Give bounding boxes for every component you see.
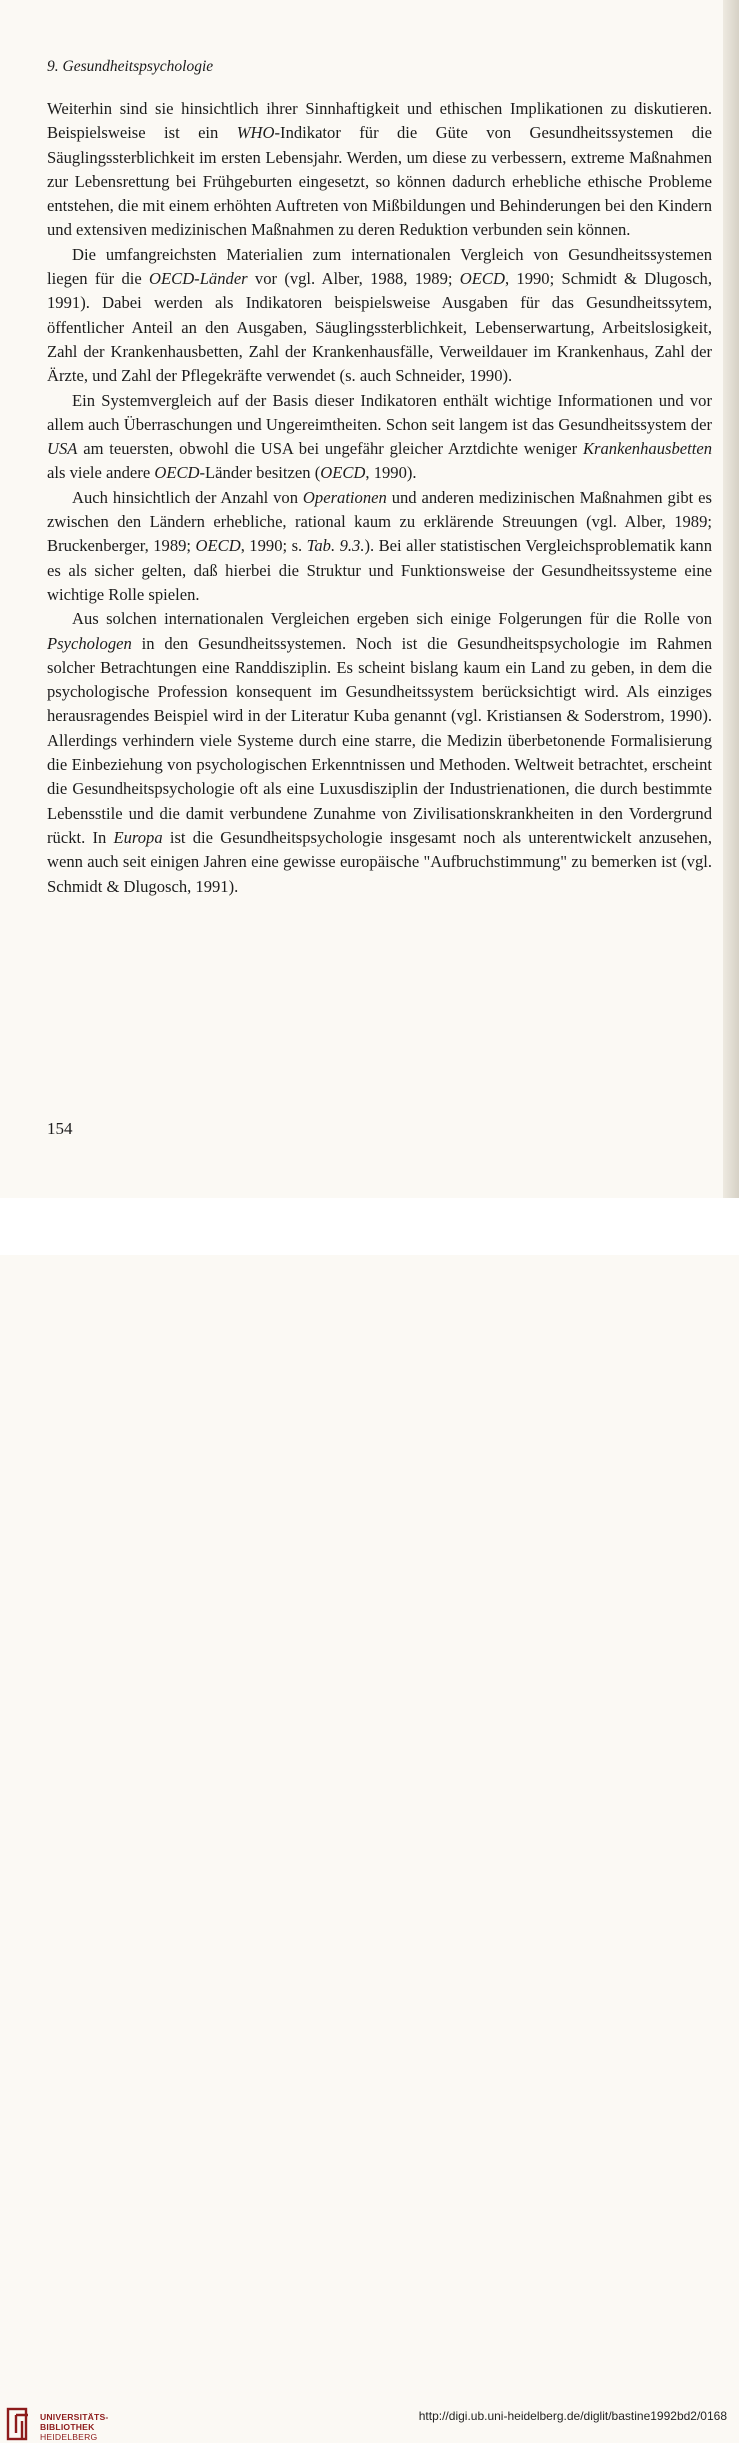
emphasis-term: Europa <box>113 827 163 847</box>
body-text <box>47 97 712 899</box>
paragraph <box>47 97 712 243</box>
text-run: -Indikator für die Güte von Gesundheitssystemen die Säuglingssterblichkeit im ersten Lebensjahr. Werden, um diese zu verbessern, extreme Maßnahmen zur Lebensrettung bei Frühgeburten eingesetzt, so können dadurch erhebliche ethische Probleme entstehen, die mit einem erhöhten Auftreten von Mißbildungen und Behinderungen bei den Kindern und extensiven medizinischen Maßnahmen zu deren Reduktion verbunden sein können. <box>47 123 712 240</box>
text-run: in den Gesundheitssystemen. Noch ist die Gesundheitspsychologie im Rahmen solcher Betrachtungen eine Randdisziplin. Es scheint bislang kaum ein Land zu geben, in dem die psychologische Profession konsequent im Gesundheitssystem berücksichtigt wird. Als einziges herausragendes Beispiel wird in der Literatur Kuba genannt (vgl. Kristiansen & Soderstrom, 1990). Allerdings verhindern viele Systeme durch eine starre, die Medizin überbetonende Formalisierung die Einbeziehung von psychologischen Erkenntnissen und Methoden. Weltweit betrachtet, erscheint die Gesundheitspsychologie oft als eine Luxusdisziplin der Industrienationen, die durch bestimmte Lebensstile und die damit verbundene Zunahme von Zivilisationskrankheiten in den Vordergrund rückt. In <box>47 633 712 847</box>
text-run: und anderen medizinischen Maßnahmen gibt es zwischen den Ländern erhebliche, rational kaum zu erklärende Streuungen (vgl. Alber, 1989; Bruckenberger, 1989; <box>47 487 712 556</box>
emphasis-term: Krankenhausbetten <box>582 439 712 459</box>
permalink-url[interactable]: http://digi.ub.uni-heidelberg.de/diglit/bastine1992bd2/0168 <box>418 2409 727 2423</box>
emphasis-term: OECD <box>320 463 366 483</box>
page-edge-shadow <box>723 0 739 1198</box>
running-header: 9. Gesundheitspsychologie <box>47 58 214 75</box>
institution-line-2: BIBLIOTHEK <box>40 2422 95 2432</box>
page-number: 154 <box>47 1119 73 1138</box>
text-run: , 1990; Schmidt & Dlugosch, 1991). Dabei werden als Indikatoren beispielsweise Ausgaben für das Gesundheitssytem, öffentlicher Anteil an den Ausgaben, Säuglingssterblichkeit, Lebenserwartung, Arbeitslosigkeit, Zahl der Krankenhausbetten, Zahl der Krankenhausfälle, Verweildauer im Krankenhaus, Zahl der Ärzte, und Zahl der Pflegekräfte verwendet (s. auch Schneider, 1990). <box>47 269 712 386</box>
institution-line-3: HEIDELBERG <box>40 2432 98 2442</box>
ub-heidelberg-logo-icon[interactable] <box>6 2405 34 2443</box>
paragraph <box>47 243 712 389</box>
text-run: am teuersten, obwohl die USA bei ungefähr gleicher Arztdichte weniger <box>77 439 583 459</box>
text-run: , 1990). <box>365 463 417 483</box>
emphasis-term: USA <box>47 439 78 459</box>
emphasis-term: Operationen <box>302 487 387 507</box>
paragraph <box>47 607 712 899</box>
paragraph <box>47 486 712 607</box>
paragraph <box>47 389 712 486</box>
text-run: vor (vgl. Alber, 1988, 1989; <box>247 269 460 289</box>
emphasis-term: OECD <box>154 463 200 483</box>
text-run: Auch hinsichtlich der Anzahl von <box>72 487 303 507</box>
emphasis-term: Psychologen <box>47 633 132 653</box>
footer-bar <box>0 1198 739 2442</box>
emphasis-term: OECD-Länder <box>149 269 248 289</box>
institution-name[interactable] <box>40 2412 109 2442</box>
emphasis-term: Tab. 9.3. <box>306 536 365 556</box>
text-run: Aus solchen internationalen Vergleichen ergeben sich einige Folgerungen für die Rolle von <box>72 609 712 629</box>
text-run: ist die Gesundheitspsychologie insgesamt noch als unterentwickelt anzusehen, wenn auch seit einigen Jahren eine gewisse europäische "Aufbruchstimmung" zu bemerken ist (vgl. Schmidt & Dlugosch, 1991). <box>47 827 712 896</box>
emphasis-term: OECD <box>195 536 241 556</box>
text-run: -Länder besitzen ( <box>199 463 321 483</box>
institution-line-1: UNIVERSITÄTS- <box>40 2412 109 2422</box>
emphasis-term: WHO <box>236 123 275 143</box>
text-run: Die umfangreichsten Materialien zum internationalen Vergleich von Gesundheitssystemen liegen für die <box>47 244 712 289</box>
text-run: als viele andere <box>47 463 155 483</box>
emphasis-term: OECD <box>459 269 505 289</box>
text-run: Ein Systemvergleich auf der Basis dieser Indikatoren enthält wichtige Informationen und vor allem auch Überraschungen und Ungereimtheiten. Schon seit langem ist das Gesundheitssystem der <box>47 390 712 434</box>
text-run: ). Bei aller statistischen Vergleichsproblematik kann es als sicher gelten, daß hierbei die Struktur und Funktionsweise der Gesundheitssysteme eine wichtige Rolle spielen. <box>47 536 712 604</box>
text-run: Weiterhin sind sie hinsichtlich ihrer Sinnhaftigkeit und ethischen Implikationen zu diskutieren. Beispielsweise ist ein <box>47 99 712 143</box>
text-run: , 1990; s. <box>240 536 307 556</box>
